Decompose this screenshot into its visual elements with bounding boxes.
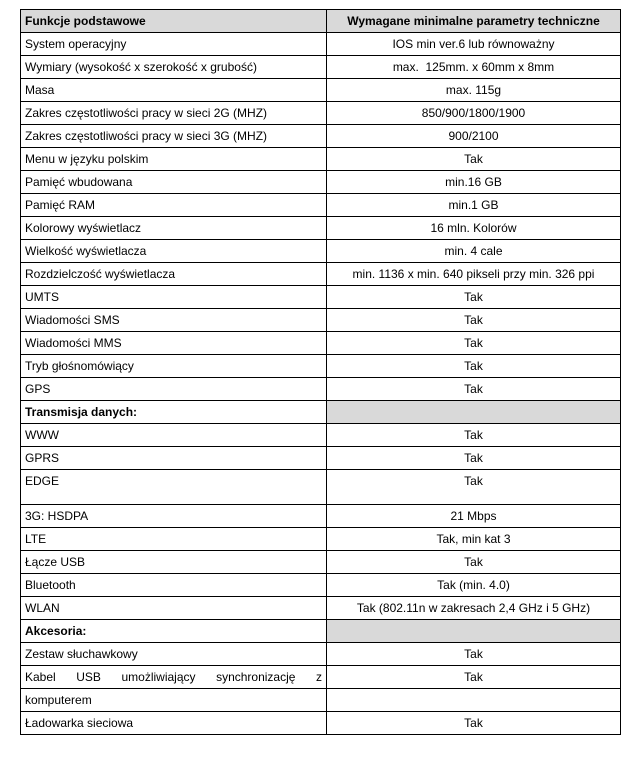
- value-cell: Tak: [327, 666, 621, 689]
- value-cell: 850/900/1800/1900: [327, 102, 621, 125]
- value-cell: Tak: [327, 286, 621, 309]
- table-row: [21, 56, 621, 79]
- table-row: [21, 355, 621, 378]
- feature-cell: Kabel USB umożliwiający synchronizację z: [21, 666, 327, 689]
- value-cell: Tak: [327, 424, 621, 447]
- table-row: [21, 263, 621, 286]
- section-fill: [327, 401, 621, 424]
- value-cell: Tak, min kat 3: [327, 528, 621, 551]
- table-row: [21, 643, 621, 666]
- header-requirement: Wymagane minimalne parametry techniczne: [327, 10, 621, 33]
- value-cell: min.16 GB: [327, 171, 621, 194]
- feature-cell: Wielkość wyświetlacza: [21, 240, 327, 263]
- table-row: [21, 574, 621, 597]
- feature-cell: Menu w języku polskim: [21, 148, 327, 171]
- value-cell: [327, 689, 621, 712]
- feature-cell: WWW: [21, 424, 327, 447]
- feature-cell: GPS: [21, 378, 327, 401]
- feature-cell: Wiadomości MMS: [21, 332, 327, 355]
- feature-cell: Zakres częstotliwości pracy w sieci 2G (MHZ): [21, 102, 327, 125]
- feature-cell: Zakres częstotliwości pracy w sieci 3G (MHZ): [21, 125, 327, 148]
- feature-cell: GPRS: [21, 447, 327, 470]
- feature-cell: Masa: [21, 79, 327, 102]
- section-title: Transmisja danych:: [21, 401, 327, 424]
- feature-cell: Ładowarka sieciowa: [21, 712, 327, 735]
- table-row: [21, 597, 621, 620]
- value-cell: 900/2100: [327, 125, 621, 148]
- value-cell: Tak: [327, 712, 621, 735]
- value-cell: Tak: [327, 551, 621, 574]
- table-row: [21, 378, 621, 401]
- table-row: [21, 79, 621, 102]
- feature-cell: Tryb głośnomówiący: [21, 355, 327, 378]
- feature-cell: System operacyjny: [21, 33, 327, 56]
- feature-cell: WLAN: [21, 597, 327, 620]
- table-row: [21, 447, 621, 470]
- feature-cell: Pamięć RAM: [21, 194, 327, 217]
- value-cell: min. 4 cale: [327, 240, 621, 263]
- value-cell: max. 115g: [327, 79, 621, 102]
- value-cell: min. 1136 x min. 640 pikseli przy min. 326 ppi: [327, 263, 621, 286]
- value-cell: Tak: [327, 447, 621, 470]
- table-row: [21, 666, 621, 689]
- feature-cell: Pamięć wbudowana: [21, 171, 327, 194]
- value-cell: Tak: [327, 643, 621, 666]
- feature-cell: Kolorowy wyświetlacz: [21, 217, 327, 240]
- feature-cell: Wiadomości SMS: [21, 309, 327, 332]
- value-cell: 16 mln. Kolorów: [327, 217, 621, 240]
- table-row: [21, 551, 621, 574]
- value-cell: min.1 GB: [327, 194, 621, 217]
- table-row: [21, 689, 621, 712]
- header-feature: Funkcje podstawowe: [21, 10, 327, 33]
- table-row: [21, 194, 621, 217]
- value-cell: Tak: [327, 470, 621, 505]
- value-cell: 21 Mbps: [327, 505, 621, 528]
- spec-table: [20, 9, 621, 735]
- table-row: [21, 424, 621, 447]
- value-cell: Tak: [327, 309, 621, 332]
- feature-cell: Wymiary (wysokość x szerokość x grubość): [21, 56, 327, 79]
- table-row: [21, 470, 621, 505]
- section-fill: [327, 620, 621, 643]
- table-row: [21, 125, 621, 148]
- value-cell: Tak: [327, 148, 621, 171]
- section-row-transmission: [21, 401, 621, 424]
- value-cell: max. 125mm. x 60mm x 8mm: [327, 56, 621, 79]
- feature-cell: UMTS: [21, 286, 327, 309]
- header-row: [21, 10, 621, 33]
- table-row: [21, 217, 621, 240]
- feature-cell: Łącze USB: [21, 551, 327, 574]
- table-row: [21, 148, 621, 171]
- value-cell: Tak (min. 4.0): [327, 574, 621, 597]
- table-row: [21, 102, 621, 125]
- section-row-accessories: [21, 620, 621, 643]
- table-row: [21, 286, 621, 309]
- feature-cell: Zestaw słuchawkowy: [21, 643, 327, 666]
- value-cell: Tak: [327, 332, 621, 355]
- table-row: [21, 712, 621, 735]
- table-row: [21, 332, 621, 355]
- table-row: [21, 528, 621, 551]
- table-row: [21, 505, 621, 528]
- table-row: [21, 171, 621, 194]
- table-row: [21, 33, 621, 56]
- feature-cell: komputerem: [21, 689, 327, 712]
- feature-cell: EDGE: [21, 470, 327, 505]
- value-cell: Tak (802.11n w zakresach 2,4 GHz i 5 GHz): [327, 597, 621, 620]
- value-cell: Tak: [327, 355, 621, 378]
- feature-cell: 3G: HSDPA: [21, 505, 327, 528]
- table-row: [21, 240, 621, 263]
- section-title: Akcesoria:: [21, 620, 327, 643]
- feature-cell: Rozdzielczość wyświetlacza: [21, 263, 327, 286]
- feature-cell: Bluetooth: [21, 574, 327, 597]
- feature-cell: LTE: [21, 528, 327, 551]
- value-cell: IOS min ver.6 lub równoważny: [327, 33, 621, 56]
- table-row: [21, 309, 621, 332]
- value-cell: Tak: [327, 378, 621, 401]
